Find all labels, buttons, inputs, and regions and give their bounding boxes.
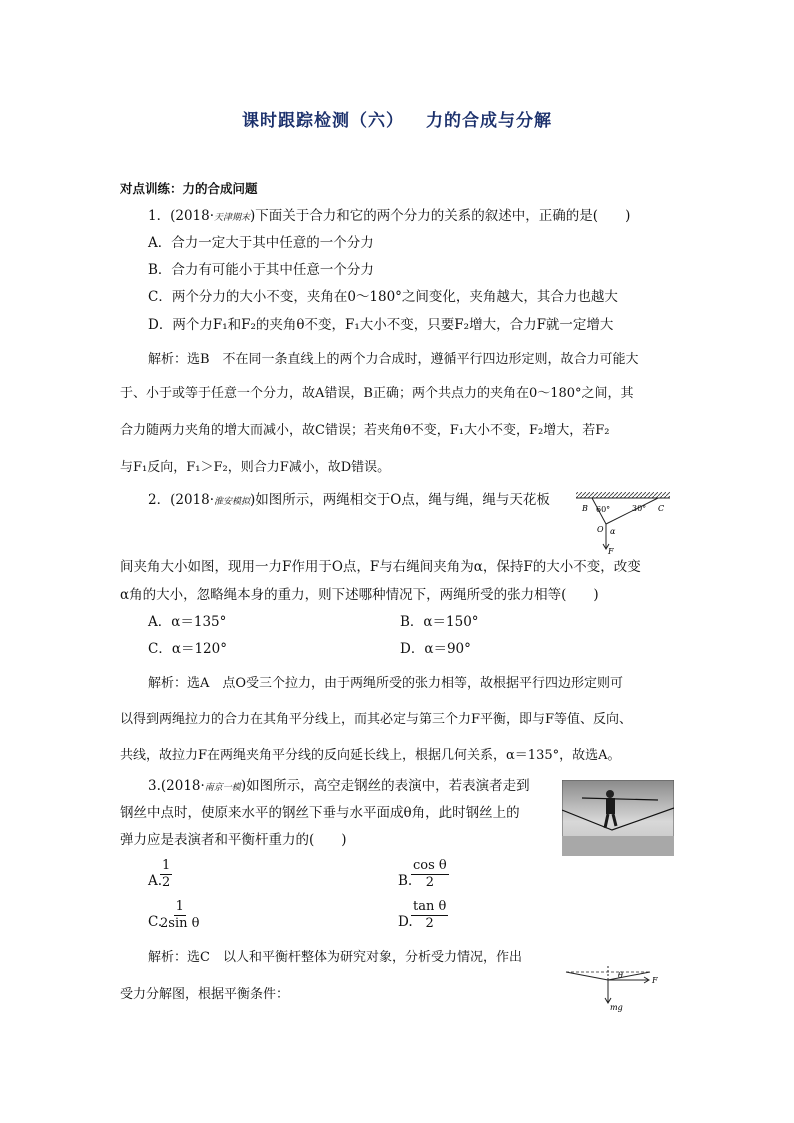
title-part2: 力的合成与分解 bbox=[426, 111, 552, 131]
q2-option-a: A．α＝135° bbox=[148, 614, 227, 630]
q1-option-a: A．合力一定大于其中任意的一个分力 bbox=[148, 235, 374, 251]
angle-left: 60° bbox=[596, 505, 611, 514]
q2-option-b: B．α＝150° bbox=[400, 614, 479, 630]
q1-option-d: D．两个力F₁和F₂的夹角θ不变，F₁大小不变，只要F₂增大，合力F就一定增大 bbox=[148, 317, 614, 333]
angle-right: 30° bbox=[632, 504, 647, 513]
q3-option-c-fraction: $\frac{1}{\text{2sin θ}}$ bbox=[160, 899, 200, 931]
q3-option-d-fraction: $\frac{\text{tan θ}}{2}$ bbox=[413, 899, 447, 931]
q3-line2: 钢丝中点时，使原来水平的钢丝下垂与水平面成θ角，此时钢丝上的 bbox=[120, 805, 520, 821]
q3-option-d-letter: D. bbox=[398, 914, 413, 930]
label-theta: θ bbox=[618, 971, 623, 980]
label-b: B bbox=[582, 504, 588, 513]
force-decomposition-diagram bbox=[562, 958, 666, 1014]
q2-line3: α角的大小，忽略绳本身的重力，则下述哪种情况下，两绳所受的张力相等( ) bbox=[120, 587, 599, 603]
label-mg: mg bbox=[610, 1003, 623, 1012]
q2-line2: 间夹角大小如图，现用一力F作用于O点，F与右绳间夹角为α，保持F的大小不变，改变 bbox=[120, 559, 641, 575]
q3-line3: 弹力应是表演者和平衡杆重力的( ) bbox=[120, 832, 347, 848]
label-f: F bbox=[608, 547, 614, 556]
right-wire bbox=[608, 972, 650, 980]
performer-head bbox=[606, 790, 614, 798]
q2-stem: 2．(2018·淮安模拟)如图所示，两绳相交于O点，绳与绳，绳与天花板 bbox=[148, 492, 550, 508]
page-title bbox=[0, 106, 794, 131]
q2-option-c: C．α＝120° bbox=[148, 641, 227, 657]
q3-option-a-fraction: $\frac{1}{2}$ bbox=[162, 858, 171, 890]
q3-analysis-line1: 解析：选C 以人和平衡杆整体为研究对象，分析受力情况，作出 bbox=[148, 950, 522, 965]
q1-analysis-line2: 于、小于或等于任意一个分力，故A错误，B正确；两个共点力的夹角在0～180°之间，其 bbox=[120, 386, 634, 401]
label-o: O bbox=[597, 525, 604, 534]
q3-option-b-letter: B. bbox=[398, 873, 413, 889]
q2-rope-diagram bbox=[570, 488, 674, 556]
section-heading: 对点训练：力的合成问题 bbox=[120, 181, 258, 196]
q3-option-c-letter: C. bbox=[148, 914, 163, 930]
q3-analysis-line2: 受力分解图，根据平衡条件： bbox=[120, 987, 290, 1002]
q1-analysis-line4: 与F₁反向，F₁＞F₂，则合力F减小，故D错误。 bbox=[120, 460, 391, 475]
performer-body bbox=[606, 798, 615, 814]
q3-option-b-fraction: $\frac{\text{cos θ}}{2}$ bbox=[413, 858, 447, 890]
title-part1: 课时跟踪检测（六） bbox=[242, 111, 404, 131]
q1-source: 天津期末 bbox=[214, 213, 251, 223]
tightrope-photo bbox=[562, 780, 674, 856]
q3-source: 南京一模 bbox=[204, 783, 241, 793]
q1-analysis-line1: 解析：选B 不在同一条直线上的两个力合成时，遵循平行四边形定则，故合力可能大 bbox=[148, 352, 639, 367]
q2-source: 淮安模拟 bbox=[214, 497, 251, 507]
q2-analysis-line1: 解析：选A 点O受三个拉力，由于两绳所受的张力相等，故根据平行四边形定则可 bbox=[148, 676, 624, 691]
ceiling-hatch bbox=[576, 492, 670, 498]
label-alpha: α bbox=[610, 527, 616, 536]
q1-option-c: C．两个分力的大小不变，夹角在0～180°之间变化，夹角越大，其合力也越大 bbox=[148, 289, 618, 305]
q2-analysis-line3: 共线，故拉力F在两绳夹角平分线的反向延长线上，根据几何关系，α＝135°，故选A。 bbox=[120, 748, 621, 763]
q1-stem: 1．(2018·天津期末)下面关于合力和它的两个分力的关系的叙述中，正确的是( ) bbox=[148, 208, 631, 224]
q1-analysis-line3: 合力随两力夹角的增大而减小，故C错误；若夹角θ不变，F₁大小不变，F₂增大，若F₂ bbox=[120, 423, 610, 438]
q2-option-d: D．α＝90° bbox=[400, 641, 471, 657]
label-c: C bbox=[658, 504, 665, 513]
left-wire bbox=[566, 972, 608, 980]
label-f: F bbox=[652, 976, 658, 985]
q3-option-a-letter: A. bbox=[148, 873, 163, 889]
q2-analysis-line2: 以得到两绳拉力的合力在其角平分线上，而其必定与第三个力F平衡，即与F等值、反向、 bbox=[120, 712, 633, 727]
q3-stem: 3.(2018·南京一模)如图所示，高空走钢丝的表演中，若表演者走到 bbox=[148, 778, 530, 794]
q1-option-b: B．合力有可能小于其中任意一个分力 bbox=[148, 262, 374, 278]
